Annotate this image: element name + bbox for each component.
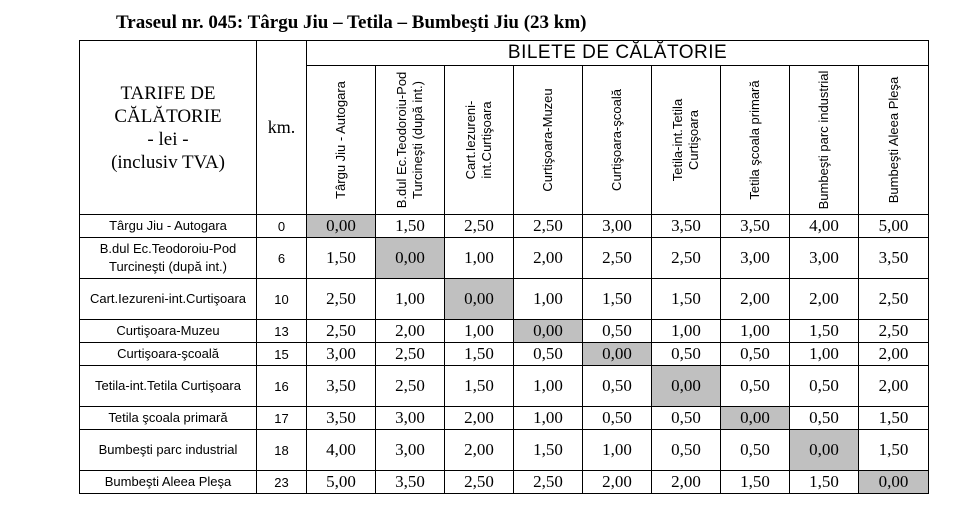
table-row	[80, 320, 929, 343]
fare-cell: 0,50	[790, 366, 859, 407]
tarife-header-line: TARIFE DE	[120, 82, 216, 104]
table-row	[80, 238, 929, 279]
table-row	[80, 366, 929, 407]
column-header-cell	[514, 66, 583, 215]
fare-cell: 3,00	[790, 238, 859, 279]
stop-name-cell: B.dul Ec.Teodoroiu-Pod Turcineşti (după int.)	[80, 238, 257, 279]
fare-cell: 1,00	[376, 279, 445, 320]
column-header-label: B.dul Ec.Teodoroiu-Pod Turcineşti (după int.)	[394, 71, 425, 209]
fare-cell: 3,50	[652, 215, 721, 238]
stop-name-cell: Curtişoara-şcoală	[80, 343, 257, 366]
fare-cell-diagonal: 0,00	[514, 320, 583, 343]
fare-cell: 2,50	[376, 366, 445, 407]
fare-cell: 2,50	[445, 471, 514, 494]
fare-cell-diagonal: 0,00	[652, 366, 721, 407]
fare-cell: 0,50	[583, 407, 652, 430]
fare-cell: 0,50	[583, 366, 652, 407]
column-header-cell	[790, 66, 859, 215]
fare-cell: 2,50	[514, 471, 583, 494]
fare-cell: 3,50	[307, 366, 376, 407]
fare-cell: 1,50	[376, 215, 445, 238]
km-header-cell: km.	[257, 41, 307, 215]
fare-cell: 0,50	[583, 320, 652, 343]
fare-cell: 2,50	[514, 215, 583, 238]
fare-cell: 1,00	[514, 366, 583, 407]
fare-cell: 0,50	[721, 343, 790, 366]
tarife-header-line: - lei -	[147, 128, 189, 150]
table-row	[80, 279, 929, 320]
column-header-label: Tetila şcoala primară	[747, 80, 762, 200]
fare-cell: 4,00	[307, 430, 376, 471]
fare-cell-diagonal: 0,00	[445, 279, 514, 320]
fare-cell: 2,00	[445, 430, 514, 471]
tarife-header-cell	[80, 41, 257, 215]
fare-cell: 1,50	[445, 343, 514, 366]
fare-cell: 1,50	[307, 238, 376, 279]
column-header-cell	[445, 66, 514, 215]
page-title: Traseul nr. 045: Târgu Jiu – Tetila – Bumbeşti Jiu (23 km)	[116, 12, 587, 33]
column-header-cell	[376, 66, 445, 215]
fare-cell: 1,00	[790, 343, 859, 366]
km-cell: 15	[257, 343, 307, 366]
fare-cell: 0,50	[721, 366, 790, 407]
table-row	[80, 430, 929, 471]
fare-cell-diagonal: 0,00	[859, 471, 929, 494]
fare-cell-diagonal: 0,00	[790, 430, 859, 471]
fare-cell-diagonal: 0,00	[721, 407, 790, 430]
fare-cell: 2,00	[859, 366, 929, 407]
km-cell: 18	[257, 430, 307, 471]
fare-cell: 2,00	[652, 471, 721, 494]
fare-cell: 0,50	[652, 430, 721, 471]
fare-cell: 1,50	[790, 471, 859, 494]
km-cell: 0	[257, 215, 307, 238]
km-cell: 17	[257, 407, 307, 430]
fare-cell: 1,00	[721, 320, 790, 343]
stop-name-cell: Tetila şcoala primară	[80, 407, 257, 430]
fare-cell: 3,50	[376, 471, 445, 494]
stop-name-cell: Bumbeşti Aleea Pleşa	[80, 471, 257, 494]
fare-cell: 5,00	[859, 215, 929, 238]
column-header-label: Curtişoara-şcoală	[609, 89, 624, 191]
column-header-cell	[721, 66, 790, 215]
fare-cell: 1,00	[514, 279, 583, 320]
fare-cell: 1,50	[721, 471, 790, 494]
fare-cell: 2,00	[376, 320, 445, 343]
column-header-label: Bumbeşti Aleea Pleşa	[885, 76, 901, 204]
km-cell: 23	[257, 471, 307, 494]
stop-name-cell: Bumbeşti parc industrial	[80, 430, 257, 471]
fare-cell: 4,00	[790, 215, 859, 238]
fare-cell: 1,50	[859, 430, 929, 471]
fare-cell: 2,50	[445, 215, 514, 238]
bilete-header-cell: BILETE DE CĂLĂTORIE	[307, 41, 929, 66]
table-row	[80, 471, 929, 494]
fare-cell: 1,00	[445, 320, 514, 343]
table-row	[80, 343, 929, 366]
column-header-label: Cart.Iezureni-int.Curtişoara	[463, 100, 494, 180]
tarife-header-line: (inclusiv TVA)	[111, 151, 225, 173]
fare-cell: 0,50	[652, 343, 721, 366]
fare-cell: 2,50	[583, 238, 652, 279]
fare-cell: 2,00	[859, 343, 929, 366]
column-header-cell	[307, 66, 376, 215]
fare-cell: 0,50	[652, 407, 721, 430]
fare-cell: 2,00	[721, 279, 790, 320]
km-cell: 6	[257, 238, 307, 279]
fare-cell: 3,00	[376, 430, 445, 471]
stop-name-cell: Curtişoara-Muzeu	[80, 320, 257, 343]
fare-cell: 1,50	[583, 279, 652, 320]
fare-cell: 2,50	[859, 279, 929, 320]
fare-cell: 3,50	[859, 238, 929, 279]
fare-cell: 2,50	[859, 320, 929, 343]
fare-cell: 0,50	[721, 430, 790, 471]
fare-cell: 2,50	[652, 238, 721, 279]
tarife-header-line: CĂLĂTORIE	[114, 105, 222, 127]
fare-cell: 1,50	[445, 366, 514, 407]
fare-cell: 3,50	[307, 407, 376, 430]
column-header-cell	[859, 66, 929, 215]
fare-cell: 5,00	[307, 471, 376, 494]
fare-cell: 3,00	[583, 215, 652, 238]
table-row	[80, 407, 929, 430]
fare-table	[79, 40, 929, 494]
fare-cell: 2,50	[307, 320, 376, 343]
km-cell: 10	[257, 279, 307, 320]
fare-cell: 1,50	[790, 320, 859, 343]
km-cell: 13	[257, 320, 307, 343]
column-header-cell	[583, 66, 652, 215]
fare-cell: 2,00	[790, 279, 859, 320]
column-header-cell	[652, 66, 721, 215]
fare-cell-diagonal: 0,00	[583, 343, 652, 366]
fare-cell: 0,50	[790, 407, 859, 430]
fare-cell-diagonal: 0,00	[376, 238, 445, 279]
fare-table-body	[80, 215, 929, 494]
fare-cell: 2,00	[514, 238, 583, 279]
fare-cell: 3,00	[721, 238, 790, 279]
fare-cell: 3,00	[376, 407, 445, 430]
fare-cell: 2,00	[583, 471, 652, 494]
fare-cell: 2,50	[307, 279, 376, 320]
column-header-label: Curtişoara-Muzeu	[540, 88, 555, 192]
fare-cell: 1,00	[445, 238, 514, 279]
fare-cell: 1,00	[652, 320, 721, 343]
fare-cell: 1,50	[652, 279, 721, 320]
fare-cell-diagonal: 0,00	[307, 215, 376, 238]
column-header-label: Târgu Jiu - Autogara	[333, 81, 348, 199]
fare-cell: 1,50	[514, 430, 583, 471]
stop-name-cell: Tetila-int.Tetila Curtişoara	[80, 366, 257, 407]
fare-cell: 1,00	[583, 430, 652, 471]
stop-name-cell: Cart.Iezureni-int.Curtişoara	[80, 279, 257, 320]
table-row	[80, 215, 929, 238]
fare-cell: 3,50	[721, 215, 790, 238]
column-header-label: Tetila-int.Tetila Curtişoara	[670, 98, 701, 182]
fare-cell: 3,00	[307, 343, 376, 366]
fare-cell: 1,00	[514, 407, 583, 430]
fare-cell: 2,50	[376, 343, 445, 366]
fare-cell: 2,00	[445, 407, 514, 430]
km-cell: 16	[257, 366, 307, 407]
fare-cell: 0,50	[514, 343, 583, 366]
column-header-label: Bumbeşti parc industrial	[816, 70, 831, 210]
fare-cell: 1,50	[859, 407, 929, 430]
stop-name-cell: Târgu Jiu - Autogara	[80, 215, 257, 238]
